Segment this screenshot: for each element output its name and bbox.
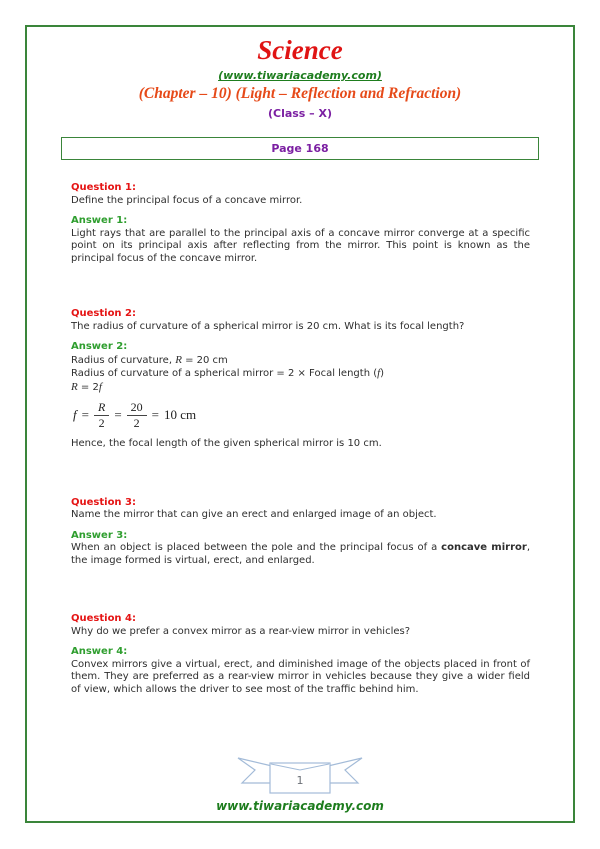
site-link[interactable]: (www.tiwariacademy.com): [218, 69, 382, 82]
answer-4-text: Convex mirrors give a virtual, erect, and diminished image of the objects placed in front of them. They are preferred as a rear-view mirror in vehicles because they give a wider field of view, which allows the driver to see most of the traffic behind him.: [71, 658, 530, 695]
answer-text-segment: When an object is placed between the pole and the principal focus of a: [71, 542, 442, 553]
qa-block-2: [71, 308, 530, 451]
fraction-denominator: 2: [133, 416, 140, 430]
answer-2-line-2: [71, 367, 530, 381]
site-link-row: [27, 64, 573, 83]
class-subtitle: (Class – X): [267, 107, 333, 120]
page-footer: [27, 753, 573, 814]
ribbon-banner-icon: [230, 753, 370, 795]
equals-sign: =: [114, 407, 122, 423]
answer-2-conclusion: Hence, the focal length of the given spherical mirror is 10 cm.: [71, 438, 382, 449]
line-text: Radius of curvature of a spherical mirror = 2 × Focal length (: [71, 368, 378, 379]
qa-block-1: [71, 182, 530, 265]
page-number-banner: Page 168: [61, 137, 539, 160]
question-4-label: Question 4:: [71, 613, 136, 624]
line-text: = 2: [77, 381, 99, 393]
formula-lhs: f: [73, 407, 77, 423]
answer-1-text: Light rays that are parallel to the principal axis of a concave mirror converge at a specific point on its principal axis after reflecting from the mirror. This point is known as the principal focus of the concave mirror.: [71, 227, 530, 264]
footer-site-link[interactable]: www.tiwariacademy.com: [216, 799, 384, 813]
line-text: = 20 cm: [181, 354, 228, 366]
question-2-text: The radius of curvature of a spherical mirror is 20 cm. What is its focal length?: [71, 320, 465, 332]
fraction-numerator: R: [94, 401, 109, 416]
qa-block-4: [71, 613, 530, 696]
line-text: Radius of curvature,: [71, 354, 176, 366]
qa-block-3: [71, 497, 530, 568]
answer-2-line-3: [71, 381, 530, 395]
line-text: ): [380, 368, 385, 379]
answer-1-label: Answer 1:: [71, 215, 128, 226]
answer-2-label: Answer 2:: [71, 341, 128, 352]
question-4-text: Why do we prefer a convex mirror as a rear-view mirror in vehicles?: [71, 625, 411, 637]
page-number-ribbon: [27, 753, 573, 795]
focal-length-formula: [73, 401, 530, 430]
question-1-label: Question 1:: [71, 182, 136, 193]
answer-4-label: Answer 4:: [71, 646, 128, 657]
chapter-subtitle: (Chapter – 10) (Light – Reflection and Refraction): [138, 85, 462, 102]
formula-result: 10 cm: [164, 407, 197, 423]
question-1-text: Define the principal focus of a concave mirror.: [71, 194, 303, 206]
variable-f: f: [98, 380, 102, 393]
fraction-R-over-2: [94, 401, 109, 430]
document-page: [25, 25, 575, 823]
highlighted-term: concave mirror: [441, 542, 527, 553]
document-header: [27, 36, 573, 160]
qa-content: [27, 182, 573, 696]
question-2-label: Question 2:: [71, 308, 136, 319]
page-title: Science: [257, 35, 343, 65]
fraction-denominator: 2: [98, 416, 105, 430]
equals-sign: =: [81, 407, 89, 423]
answer-text-segment: , the image formed is virtual, erect, and enlarged.: [71, 542, 531, 566]
footer-page-number: 1: [296, 774, 304, 787]
variable-R: R: [71, 380, 78, 393]
answer-2-line-1: [71, 354, 530, 368]
question-3-text: Name the mirror that can give an erect and enlarged image of an object.: [71, 509, 437, 520]
question-3-label: Question 3:: [71, 496, 136, 508]
variable-R: R: [175, 353, 182, 366]
variable-f: f: [377, 367, 381, 379]
fraction-numerator: 20: [127, 401, 147, 416]
answer-3-label: Answer 3:: [71, 529, 128, 541]
fraction-20-over-2: [127, 401, 147, 430]
answer-3-text: [71, 542, 530, 567]
equals-sign: =: [151, 407, 159, 423]
